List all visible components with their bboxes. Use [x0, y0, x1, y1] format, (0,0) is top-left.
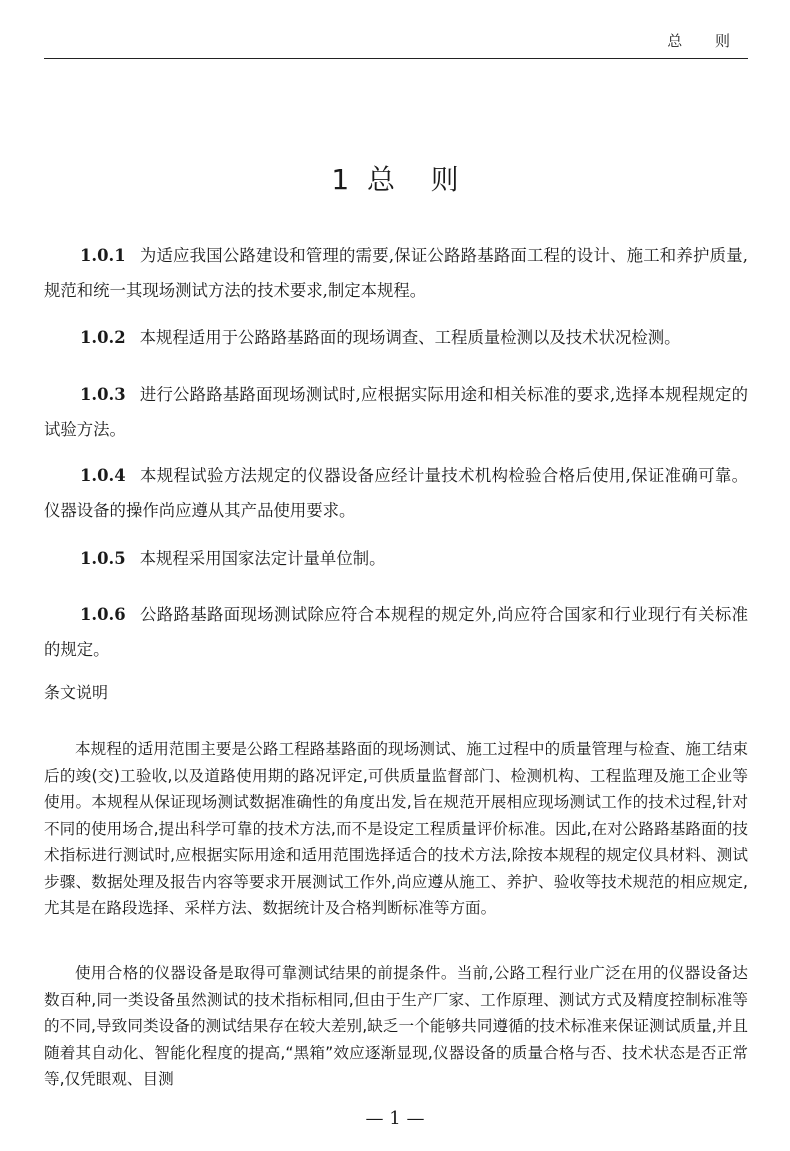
- clause-text: 本规程适用于公路路基路面的现场调查、工程质量检测以及技术状况检测。: [139, 328, 681, 347]
- clause-1-0-6: [44, 597, 748, 667]
- clause-1-0-2: [44, 320, 748, 355]
- clause-number: 1.0.4: [80, 466, 126, 485]
- commentary-paragraph-1: 本规程的适用范围主要是公路工程路基路面的现场测试、施工过程中的质量管理与检查、施工结束后的竣(交)工验收,以及道路使用期的路况评定,可供质量监督部门、检测机构、工程监理及施工企业等使用。本规程从保证现场测试数据准确性的角度出发,旨在规范开展相应现场测试工作的技术过程,针对不同的使用场合,提出科学可靠的技术方法,而不是设定工程质量评价标准。因此,在对公路路基路面的技术指标进行测试时,应根据实际用途和适用范围选择适合的技术方法,除按本规程的规定仪具材料、测试步骤、数据处理及报告内容等要求开展测试工作外,尚应遵从施工、养护、验收等技术规范的相应规定,尤其是在路段选择、采样方法、数据统计及合格判断标准等方面。: [44, 740, 748, 917]
- clause-number: 1.0.1: [80, 246, 126, 265]
- clause-text: 本规程试验方法规定的仪器设备应经计量技术机构检验合格后使用,保证准确可靠。仪器设备的操作尚应遵从其产品使用要求。: [44, 466, 748, 520]
- clause-number: 1.0.2: [80, 328, 126, 347]
- clause-1-0-1: [44, 238, 748, 308]
- chapter-title: 1 总 则: [331, 163, 459, 196]
- clause-1-0-5: [44, 541, 748, 576]
- clause-number: 1.0.6: [80, 605, 126, 624]
- clause-number: 1.0.3: [80, 385, 126, 404]
- clause-number: 1.0.5: [80, 549, 126, 568]
- clause-text: 进行公路路基路面现场测试时,应根据实际用途和相关标准的要求,选择本规程规定的试验方法。: [44, 385, 748, 439]
- clause-text: 公路路基路面现场测试除应符合本规程的规定外,尚应符合国家和行业现行有关标准的规定。: [44, 605, 748, 659]
- clause-1-0-4: [44, 458, 748, 528]
- header-rule: [44, 58, 748, 59]
- clause-text: 本规程采用国家法定计量单位制。: [139, 549, 386, 568]
- page-number: — 1 —: [365, 1108, 425, 1129]
- commentary-paragraph-2: 使用合格的仪器设备是取得可靠测试结果的前提条件。当前,公路工程行业广泛在用的仪器设备达数百种,同一类设备虽然测试的技术指标相同,但由于生产厂家、工作原理、测试方式及精度控制标准等的不同,导致同类设备的测试结果存在较大差别,缺乏一个能够共同遵循的技术标准来保证测试质量,并且随着其自动化、智能化程度的提高,“黑箱”效应逐渐显现,仪器设备的质量合格与否、技术状态是否正常等,仅凭眼观、目测: [44, 964, 748, 1088]
- running-header: 总 则: [667, 32, 744, 50]
- clause-1-0-3: [44, 377, 748, 447]
- commentary-heading: 条文说明: [44, 683, 109, 702]
- clause-text: 为适应我国公路建设和管理的需要,保证公路路基路面工程的设计、施工和养护质量,规范和统一其现场测试方法的技术要求,制定本规程。: [44, 246, 748, 300]
